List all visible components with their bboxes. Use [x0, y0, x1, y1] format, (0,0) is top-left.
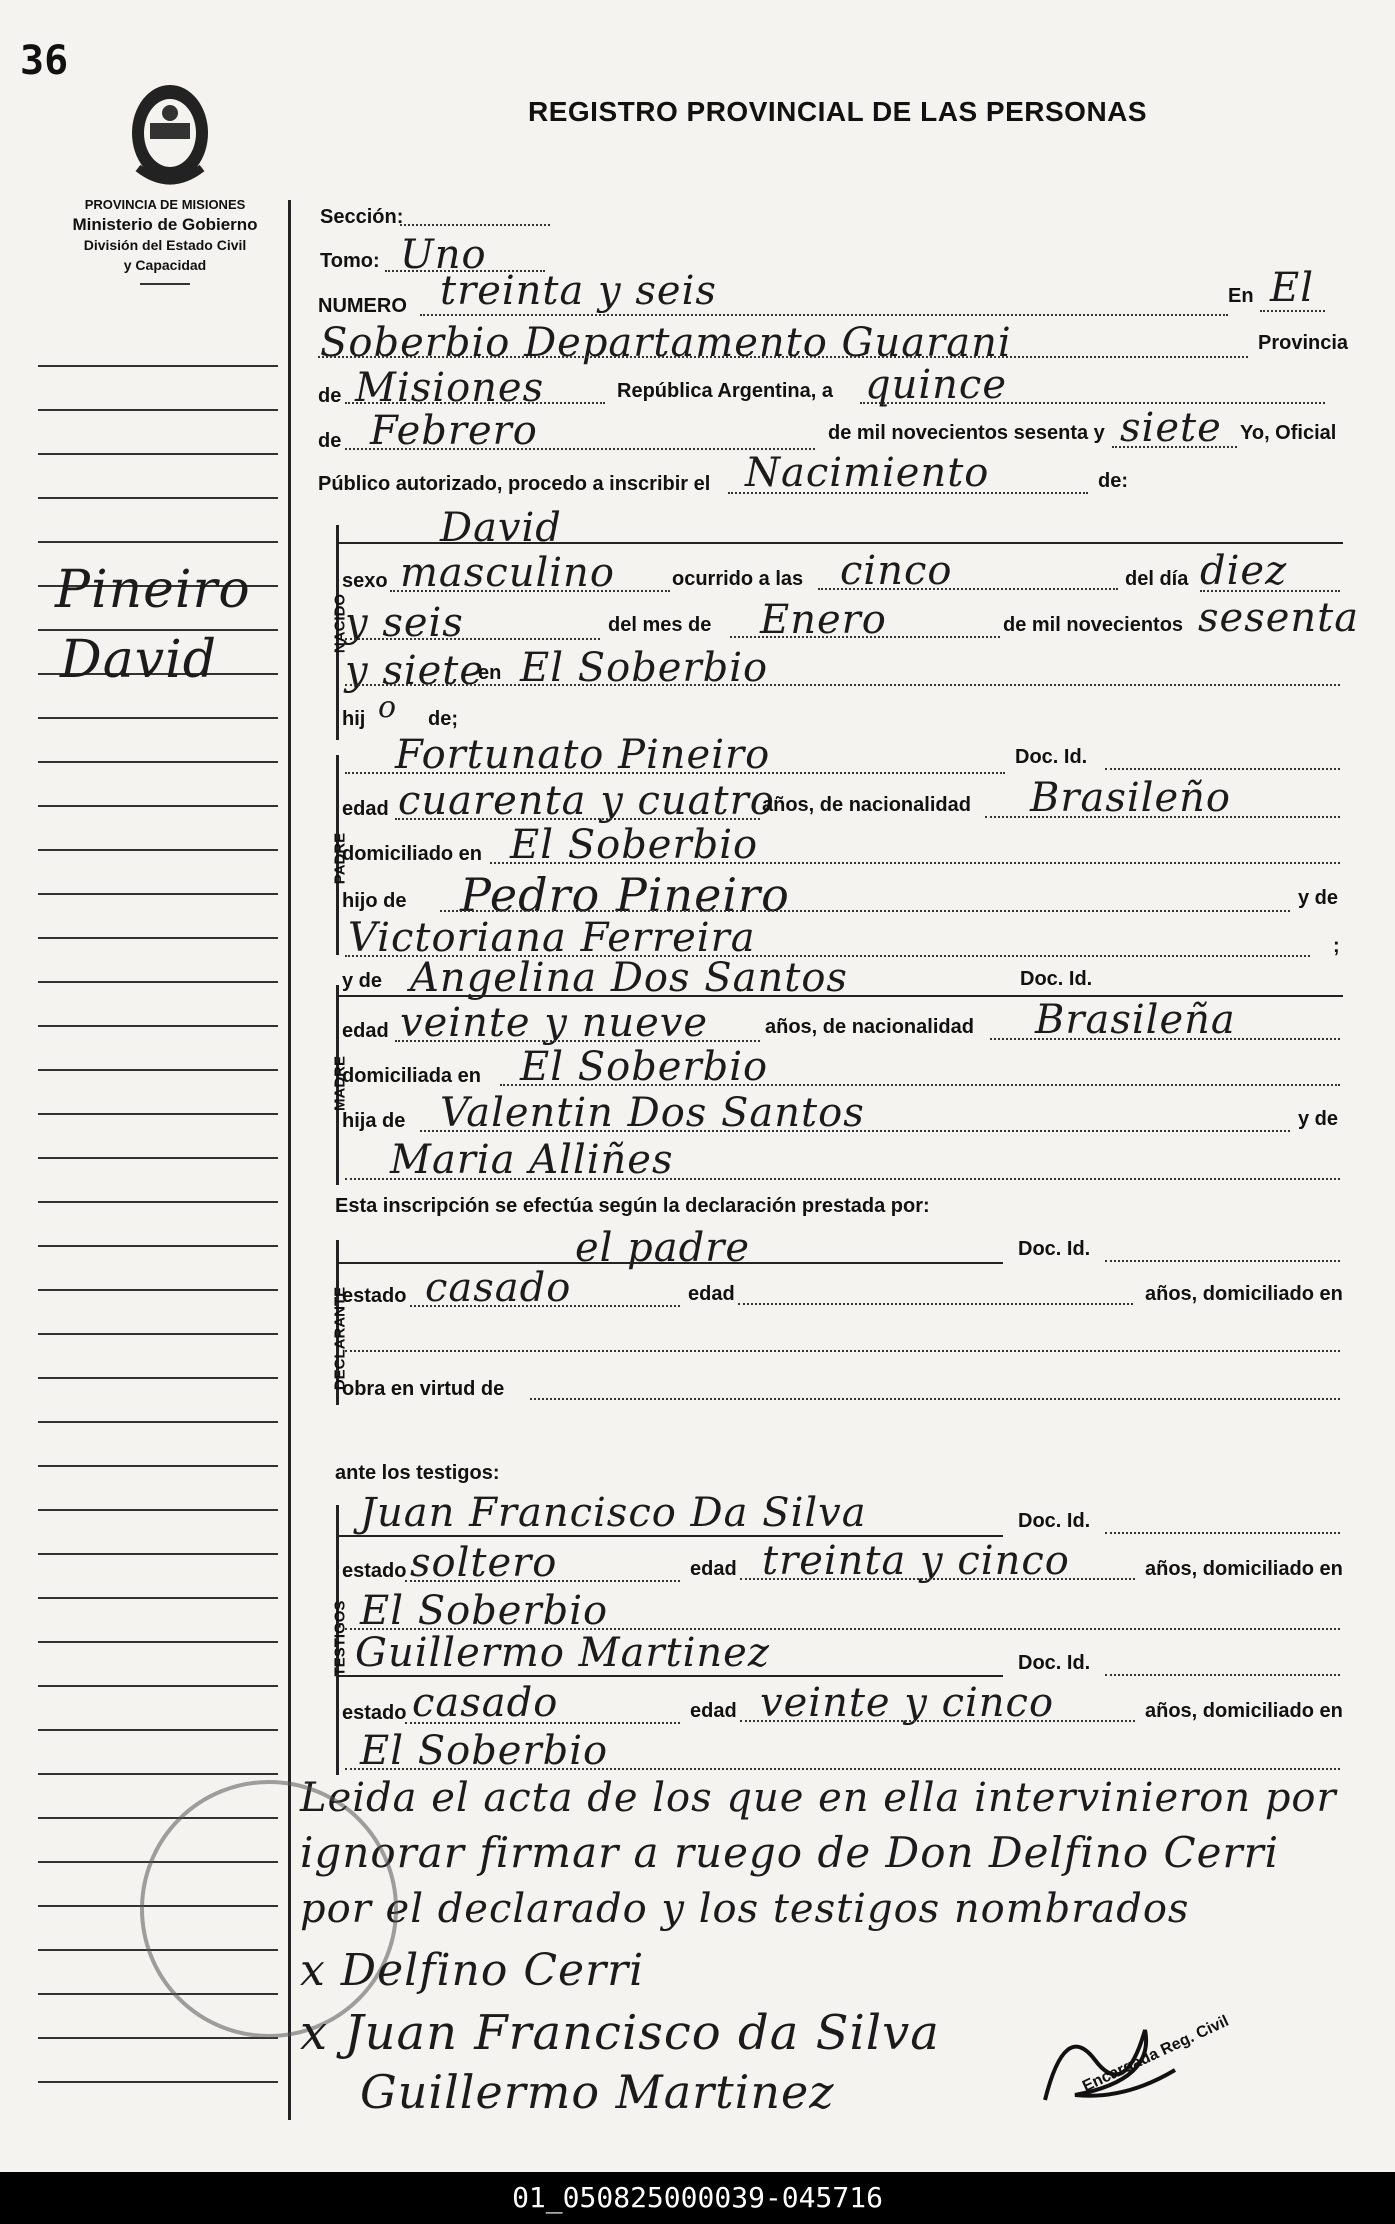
madre-nacionalidad: Brasileña: [1035, 997, 1236, 1043]
anio-value-1: sesenta: [1198, 595, 1360, 641]
de-label-2: de: [318, 430, 342, 452]
testigo-2-estado-label: estado: [342, 1702, 407, 1724]
testigo-2-edad-label: edad: [690, 1700, 737, 1722]
margin-ruled-line: [38, 365, 278, 367]
dia-label: del día: [1125, 568, 1189, 590]
place-value: Soberbio Departamento Guarani: [320, 320, 1012, 366]
testigo-2-anios-label: años, domiciliado en: [1145, 1700, 1343, 1722]
margin-ruled-line: [38, 1113, 278, 1115]
ocurrido-label: ocurrido a las: [672, 568, 804, 590]
official-stamp: Encargada Reg. Civil: [1080, 2012, 1232, 2096]
obra-label: obra en virtud de: [342, 1378, 505, 1400]
de-label: de: [318, 385, 342, 407]
oficial-label: Yo, Oficial: [1240, 422, 1337, 444]
madre-edad-label: edad: [342, 1020, 389, 1042]
madre-doc-label: Doc. Id.: [1020, 968, 1093, 990]
margin-ruled-line: [38, 497, 278, 499]
nacido-section-label: NACIDO: [331, 593, 349, 654]
margin-ruled-line: [38, 1201, 278, 1203]
acto-value: Nacimiento: [745, 450, 990, 496]
seccion-label: Sección:: [320, 206, 404, 228]
padre-nombre: Fortunato Pineiro: [395, 732, 771, 778]
hijo-de-label: hijo de: [342, 890, 407, 912]
en-label: En: [1228, 285, 1254, 307]
declarante-estado-label: estado: [342, 1285, 407, 1307]
dia-value-1: diez: [1200, 548, 1288, 594]
testigo-1-doc-label: Doc. Id.: [1018, 1510, 1091, 1532]
closing-line-2: ignorar firmar a ruego de Don Delfino Cerri: [300, 1828, 1280, 1877]
tomo-value: Uno: [400, 232, 487, 278]
margin-ruled-line: [38, 937, 278, 939]
testigo-2-domicilio: El Soberbio: [360, 1728, 609, 1774]
document-title: REGISTRO PROVINCIAL DE LAS PERSONAS: [528, 96, 1148, 127]
madre-domicilio-label: domiciliada en: [342, 1065, 481, 1087]
padre-semicolon: ;: [1333, 935, 1340, 957]
signature-1: x Delfino Cerri: [300, 1945, 645, 1996]
testigo-1-estado-value: soltero: [410, 1540, 558, 1586]
madre-domicilio-value: El Soberbio: [520, 1044, 769, 1090]
lugar-value: El Soberbio: [520, 645, 769, 691]
margin-ruled-line: [38, 1597, 278, 1599]
hij-de-label: de;: [428, 708, 458, 730]
nacido-en-label: en: [478, 662, 502, 684]
padre-y-de-label: y de: [1298, 887, 1339, 909]
padre-de-madre: Valentin Dos Santos: [440, 1090, 865, 1136]
margin-ruled-line: [38, 453, 278, 455]
issuer-block: [30, 195, 300, 285]
padre-doc-label: Doc. Id.: [1015, 746, 1088, 768]
madre-section-label: MADRE: [331, 1056, 349, 1111]
padre-edad-value: cuarenta y cuatro: [398, 778, 775, 824]
madre-de-madre: Maria Alliñes: [390, 1137, 674, 1183]
document-id-footer: 01_050825000039-045716: [0, 2172, 1395, 2224]
madre-y-de-label: y de: [342, 970, 383, 992]
margin-ruled-line: [38, 1553, 278, 1555]
hij-label: hij: [342, 708, 366, 730]
anio-value-2: y siete: [345, 648, 485, 694]
padre-de-padre: Pedro Pineiro: [460, 868, 790, 922]
testigo-1-domicilio: El Soberbio: [360, 1588, 609, 1634]
closing-line-3: por el declarado y los testigos nombrados: [300, 1886, 1190, 1932]
margin-ruled-line: [38, 1641, 278, 1643]
margin-ruled-line: [38, 1421, 278, 1423]
margin-ruled-line: [38, 849, 278, 851]
margin-ruled-line: [38, 1069, 278, 1071]
mil-label: de mil novecientos sesenta y: [828, 422, 1105, 444]
en-value: El: [1270, 265, 1314, 311]
margin-ruled-line: [38, 805, 278, 807]
testigo-2-nombre: Guillermo Martinez: [355, 1630, 770, 1676]
issuer-line-4: y Capacidad: [123, 257, 207, 273]
madre-nombre: Angelina Dos Santos: [410, 955, 848, 1001]
margin-ruled-line: [38, 2081, 278, 2083]
testigo-2-edad-value: veinte y cinco: [760, 1680, 1055, 1726]
mes-value: Febrero: [370, 408, 538, 454]
madre-edad-value: veinte y nueve: [400, 1000, 709, 1046]
declarante-doc-label: Doc. Id.: [1018, 1238, 1091, 1260]
hija-de-label: hija de: [342, 1110, 406, 1132]
margin-ruled-line: [38, 1509, 278, 1511]
testigo-1-estado-label: estado: [342, 1560, 407, 1582]
testigos-label: ante los testigos:: [335, 1462, 500, 1484]
margin-ruled-line: [38, 2037, 278, 2039]
padre-nacionalidad: Brasileño: [1030, 775, 1231, 821]
signature-2: x Juan Francisco da Silva: [300, 2005, 940, 2061]
declaracion-label: Esta inscripción se efectúa según la declaración prestada por:: [335, 1195, 930, 1217]
margin-note-name: David: [60, 630, 217, 690]
padre-edad-label: edad: [342, 798, 389, 820]
margin-ruled-line: [38, 1465, 278, 1467]
numero-label: NUMERO: [318, 295, 407, 317]
declarante-anios-label: años, domiciliado en: [1145, 1283, 1343, 1305]
margin-ruled-line: [38, 1245, 278, 1247]
nacido-mil-label: de mil novecientos: [1003, 614, 1184, 636]
date-day-value: quince: [865, 362, 1007, 408]
hij-value: o: [378, 690, 398, 725]
padre-anios-label: años, de nacionalidad: [762, 794, 971, 816]
margin-ruled-line: [38, 541, 278, 543]
madre-anios-label: años, de nacionalidad: [765, 1016, 974, 1038]
testigo-2-estado-value: casado: [412, 1680, 559, 1726]
declarante-section-label: DECLARANTE: [331, 1286, 349, 1391]
margin-ruled-line: [38, 1729, 278, 1731]
margin-ruled-line: [38, 893, 278, 895]
testigo-1-anios-label: años, domiciliado en: [1145, 1558, 1343, 1580]
nacido-nombre: David: [440, 505, 562, 551]
provincia-label: Provincia: [1258, 332, 1349, 354]
declarante-estado-value: casado: [425, 1265, 572, 1311]
declarante-edad-label: edad: [688, 1283, 735, 1305]
closing-line-1: Leida el acta de los que en ella intervinieron por: [300, 1775, 1337, 1821]
padre-domicilio-value: El Soberbio: [510, 822, 759, 868]
margin-ruled-line: [38, 1157, 278, 1159]
hora-value: cinco: [840, 548, 953, 594]
dia-value-2: y seis: [345, 600, 464, 646]
margin-ruled-line: [38, 1685, 278, 1687]
provincia-value: Misiones: [355, 365, 545, 411]
issuer-line-1: PROVINCIA DE MISIONES: [84, 197, 246, 212]
registry-stamp-icon: [140, 1780, 398, 2038]
tomo-label: Tomo:: [320, 250, 380, 272]
margin-ruled-line: [38, 1289, 278, 1291]
margin-ruled-line: [38, 409, 278, 411]
mes-label: del mes de: [608, 614, 712, 636]
margin-ruled-line: [38, 1333, 278, 1335]
page-number: 36: [20, 38, 69, 84]
padre-domicilio-label: domiciliado en: [342, 843, 483, 865]
madre-de-padre: Victoriana Ferreira: [348, 915, 756, 961]
testigo-1-edad-label: edad: [690, 1558, 737, 1580]
sexo-label: sexo: [342, 570, 388, 592]
nacido-mes-value: Enero: [760, 597, 887, 643]
testigo-2-doc-label: Doc. Id.: [1018, 1652, 1091, 1674]
de-colon-label: de:: [1098, 470, 1128, 492]
margin-ruled-line: [38, 717, 278, 719]
margin-ruled-line: [38, 1377, 278, 1379]
signature-3: Guillermo Martinez: [360, 2065, 835, 2119]
declarante-nombre: el padre: [575, 1225, 751, 1271]
margin-ruled-line: [38, 761, 278, 763]
official-signature-icon: [1035, 2000, 1185, 2124]
year-value: siete: [1120, 405, 1222, 451]
republica-label: República Argentina, a: [617, 380, 833, 402]
coat-of-arms-icon: [120, 78, 220, 188]
issuer-line-3: División del Estado Civil: [83, 237, 247, 253]
sexo-value: masculino: [400, 550, 615, 596]
margin-ruled-line: [38, 1025, 278, 1027]
margin-note-surname: Pineiro: [55, 560, 251, 620]
testigos-section-label: TESTIGOS: [331, 1600, 349, 1677]
margin-ruled-line: [38, 1773, 278, 1775]
numero-value: treinta y seis: [440, 268, 717, 314]
madre-y-de-label: y de: [1298, 1108, 1339, 1130]
padre-section-label: PADRE: [331, 832, 349, 885]
publico-label: Público autorizado, procedo a inscribir el: [318, 473, 711, 495]
testigo-1-nombre: Juan Francisco Da Silva: [360, 1490, 867, 1536]
issuer-line-2: Ministerio de Gobierno: [72, 215, 258, 234]
testigo-1-edad-value: treinta y cinco: [762, 1538, 1070, 1584]
margin-ruled-line: [38, 981, 278, 983]
